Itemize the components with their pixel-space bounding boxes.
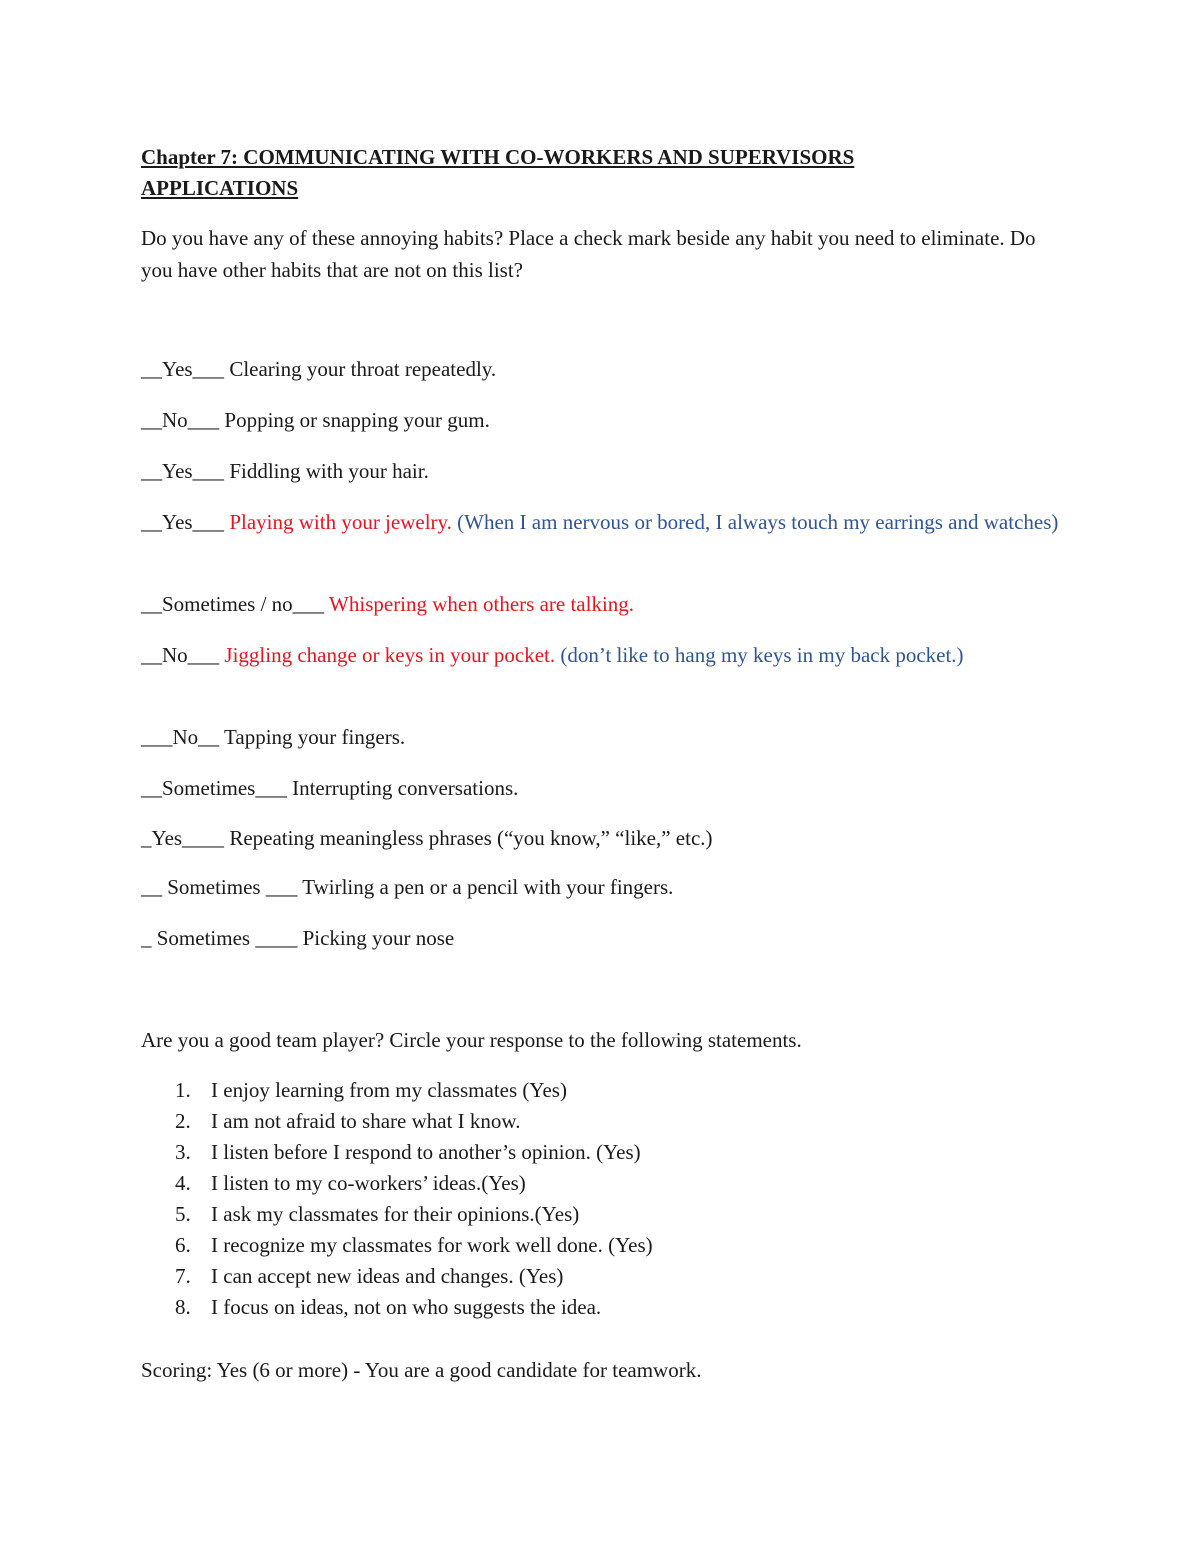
habit-item	[141, 354, 1061, 385]
habit-answer: __Yes___	[141, 459, 225, 483]
habit-item	[141, 923, 1061, 954]
list-number: 6.	[175, 1233, 191, 1257]
habit-item	[141, 722, 1061, 753]
habit-text: Playing with your jewelry.	[224, 510, 452, 534]
list-item	[141, 1168, 1041, 1199]
list-number: 5.	[175, 1202, 191, 1226]
habit-answer: __No___	[141, 643, 220, 667]
habit-text: Twirling a pen or a pencil with your fingers.	[297, 875, 674, 899]
habit-item	[141, 405, 1061, 436]
habit-item	[141, 872, 1061, 903]
habit-text: Clearing your throat repeatedly.	[224, 357, 497, 381]
habit-answer: __Yes___	[141, 510, 225, 534]
habit-answer: _Yes____	[141, 826, 225, 850]
habit-answer: __Sometimes / no___	[141, 592, 325, 616]
list-item	[141, 1106, 1041, 1137]
list-item	[141, 1137, 1041, 1168]
habit-item	[141, 773, 1061, 804]
statement-text: I enjoy learning from my classmates (Yes)	[211, 1078, 567, 1102]
chapter-title-line-1: Chapter 7: COMMUNICATING WITH CO-WORKERS AND SUPERVISORS	[141, 145, 855, 169]
list-number: 7.	[175, 1264, 191, 1288]
team-question: Are you a good team player? Circle your response to the following statements.	[141, 1028, 802, 1052]
statement-text: I listen to my co-workers’ ideas.(Yes)	[211, 1171, 526, 1195]
habit-answer: __No___	[141, 408, 220, 432]
list-number: 1.	[175, 1078, 191, 1102]
statement-text: I ask my classmates for their opinions.(Yes)	[211, 1202, 580, 1226]
statement-list	[141, 1075, 1041, 1323]
habit-answer: _ Sometimes ____	[141, 926, 298, 950]
list-number: 8.	[175, 1295, 191, 1319]
habit-text: Popping or snapping your gum.	[219, 408, 490, 432]
intro-paragraph: Do you have any of these annoying habits? Place a check mark beside any habit you need to eliminate. Do you have other habits that are not on this list?	[141, 226, 1036, 282]
statement-text: I am not afraid to share what I know.	[211, 1109, 521, 1133]
habit-text: Interrupting conversations.	[286, 776, 519, 800]
habit-answer: __Yes___	[141, 357, 225, 381]
statement-text: I focus on ideas, not on who suggests the idea.	[211, 1295, 602, 1319]
habit-item	[141, 507, 1061, 538]
habit-item	[141, 640, 1061, 671]
list-item	[141, 1199, 1041, 1230]
habit-text: Whispering when others are talking.	[324, 592, 635, 616]
scoring-text: Scoring: Yes (6 or more) - You are a good candidate for teamwork.	[141, 1358, 702, 1382]
list-item	[141, 1261, 1041, 1292]
chapter-title	[141, 142, 1041, 204]
statement-text: I recognize my classmates for work well done. (Yes)	[211, 1233, 653, 1257]
habit-answer: ___No__	[141, 725, 220, 749]
habit-text: Fiddling with your hair.	[224, 459, 429, 483]
list-item	[141, 1230, 1041, 1261]
list-item	[141, 1292, 1041, 1323]
habit-item	[141, 823, 1061, 854]
habit-text: Repeating meaningless phrases (“you know,” “like,” etc.)	[224, 826, 713, 850]
habit-item	[141, 456, 1061, 487]
habit-item	[141, 589, 1061, 620]
list-number: 4.	[175, 1171, 191, 1195]
list-number: 3.	[175, 1140, 191, 1164]
habit-text: Jiggling change or keys in your pocket.	[219, 643, 556, 667]
habit-answer: __ Sometimes ___	[141, 875, 298, 899]
list-item	[141, 1075, 1041, 1106]
habit-answer: __Sometimes___	[141, 776, 287, 800]
habit-text: Picking your nose	[297, 926, 455, 950]
habit-text: Tapping your fingers.	[219, 725, 406, 749]
list-number: 2.	[175, 1109, 191, 1133]
statement-text: I can accept new ideas and changes. (Yes)	[211, 1264, 564, 1288]
habit-note: (don’t like to hang my keys in my back pocket.)	[555, 643, 964, 667]
habit-note: (When I am nervous or bored, I always touch my earrings and watches)	[451, 510, 1059, 534]
statement-text: I listen before I respond to another’s opinion. (Yes)	[211, 1140, 641, 1164]
chapter-title-line-2: APPLICATIONS	[141, 176, 299, 200]
